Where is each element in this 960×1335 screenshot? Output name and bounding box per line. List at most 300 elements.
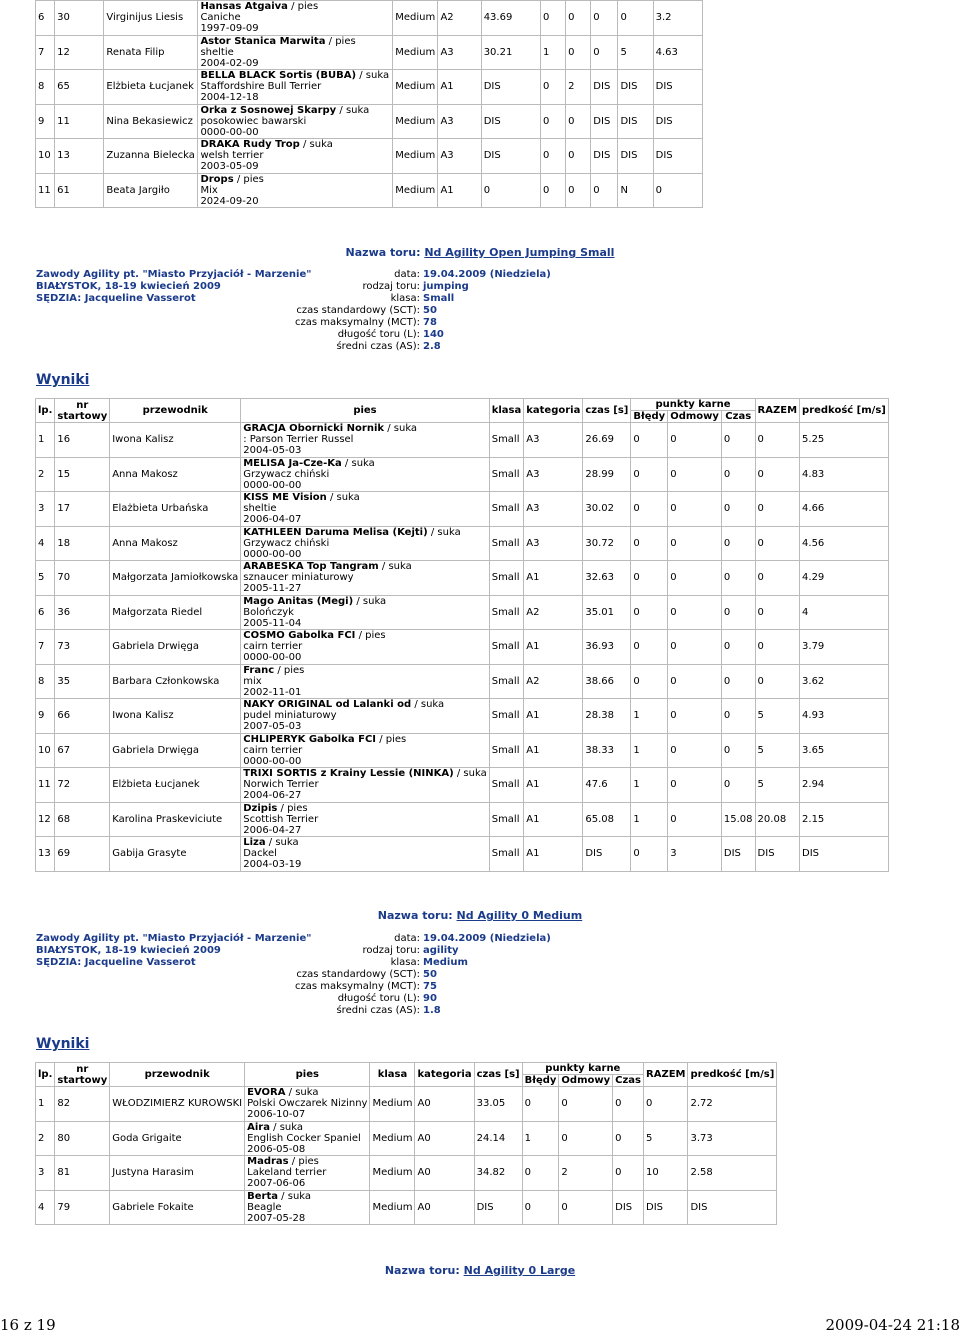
dog-name-line: Franc / pies (243, 664, 305, 676)
cell-handler: Virginijus Liesis (104, 1, 198, 36)
cell-czas_pk: 0 (613, 1121, 644, 1156)
cell-dog (245, 1156, 370, 1191)
cell-lp: 4 (36, 526, 55, 561)
info-row (240, 329, 551, 341)
col-header-klasa: klasa (370, 1063, 415, 1087)
dog-sex: pies (287, 802, 308, 814)
cell-handler: Nina Bekasiewicz (104, 104, 198, 139)
course-title-link[interactable]: Nd Agility 0 Large (463, 1264, 576, 1277)
table-row (36, 561, 889, 596)
cell-nr: 65 (55, 70, 104, 105)
cell-pred: 4.56 (800, 526, 889, 561)
dog-breed: English Cocker Spaniel (247, 1132, 361, 1144)
page-number: 16 z 19 (0, 1316, 56, 1334)
cell-razem: 0 (755, 526, 799, 561)
cell-dog (241, 664, 489, 699)
info-key: długość toru (L): (337, 329, 420, 340)
col-header-predkosc: predkość [m/s] (800, 399, 889, 423)
cell-razem: 0 (755, 457, 799, 492)
dog-name-line: KISS ME Vision / suka (243, 492, 360, 504)
cell-nr: 70 (55, 561, 110, 596)
col-header-kategoria: kategoria (415, 1063, 474, 1087)
dog-name: Astor Stanica Marwita (200, 35, 326, 47)
cell-lp: 1 (36, 1087, 55, 1122)
dog-breed: Mix (200, 184, 218, 196)
cell-handler: Elażbieta Urbańska (110, 492, 241, 527)
dog-name-line: Liza / suka (243, 837, 299, 849)
cell-dog (241, 699, 489, 734)
cell-kat: A0 (415, 1121, 474, 1156)
dog-name: Liza (243, 837, 266, 849)
cell-razem: 0 (755, 561, 799, 596)
dog-name: ARABESKA Top Tangram (243, 561, 379, 573)
results-heading[interactable]: Wyniki (36, 372, 90, 388)
cell-klasa: Small (489, 492, 524, 527)
cell-handler: Beata Jargiło (104, 173, 198, 208)
cell-dog (241, 802, 489, 837)
cell-bledy: 0 (631, 561, 668, 596)
cell-klasa: Small (489, 768, 524, 803)
results-table-small (35, 398, 889, 872)
cell-klasa: Small (489, 526, 524, 561)
cell-nr: 66 (55, 699, 110, 734)
cell-lp: 12 (36, 802, 55, 837)
col-header-razem: RAZEM (755, 399, 799, 423)
info-row (240, 293, 551, 305)
cell-odm: 0 (566, 173, 591, 208)
cell-kat: A0 (415, 1156, 474, 1191)
course-title-prefix: Nazwa toru: (377, 909, 453, 922)
dog-sex: suka (345, 104, 370, 116)
cell-odm: 0 (566, 35, 591, 70)
info-row (240, 933, 551, 945)
dog-name: COSMO Gabolka FCI (243, 630, 356, 642)
cell-razem: 5 (644, 1121, 688, 1156)
cell-czas: 43.69 (481, 1, 540, 36)
info-value: 50 (423, 969, 437, 980)
dog-name-line: CHLIPERYK Gabolka FCI / pies (243, 733, 407, 745)
cell-czas: 65.08 (583, 802, 631, 837)
info-key: czas maksymalny (MCT): (294, 317, 420, 328)
dog-breed: : Parson Terrier Russel (243, 434, 354, 446)
cell-pred: 3.62 (800, 664, 889, 699)
cell-klasa: Small (489, 733, 524, 768)
cell-czas_pk: 0 (721, 561, 755, 596)
col-header-czas_pk: Czas (613, 1075, 644, 1087)
dog-breed: mix (243, 675, 262, 687)
cell-lp: 5 (36, 561, 55, 596)
cell-handler: Karolina Praskeviciute (110, 802, 241, 837)
cell-czas: DIS (583, 837, 631, 872)
cell-klasa: Medium (393, 104, 438, 139)
cell-pred: 4.83 (800, 457, 889, 492)
info-row (240, 317, 551, 329)
cell-lp: 9 (36, 104, 55, 139)
dog-name: GRACJA Obornicki Nornik (243, 423, 385, 435)
col-header-klasa: klasa (489, 399, 524, 423)
cell-pred: 4.66 (800, 492, 889, 527)
info-value: Small (423, 293, 455, 304)
cell-nr: 15 (55, 457, 110, 492)
cell-kat: A0 (415, 1190, 474, 1225)
cell-dog (198, 104, 393, 139)
cell-nr: 13 (55, 139, 104, 174)
cell-lp: 6 (36, 595, 55, 630)
cell-handler: Zuzanna Bielecka (104, 139, 198, 174)
competition-info-line: Zawody Agility pt. "Miasto Przyjaciół - Marzenie" (36, 269, 312, 280)
dog-birthdate: 0000-00-00 (243, 479, 302, 491)
dog-birthdate: 2004-03-19 (243, 859, 302, 871)
dog-name-line: DRAKA Rudy Trop / suka (200, 139, 333, 151)
cell-klasa: Medium (393, 35, 438, 70)
cell-handler: Renata Filip (104, 35, 198, 70)
table-row (36, 733, 889, 768)
info-row (240, 993, 551, 1005)
cell-lp: 11 (36, 173, 55, 208)
cell-czas_pk: 0 (721, 526, 755, 561)
info-value: 75 (423, 981, 437, 992)
cell-bledy: 0 (522, 1087, 559, 1122)
dog-name-line: Drops / pies (200, 173, 264, 185)
cell-nr: 11 (55, 104, 104, 139)
dog-sex: suka (287, 1190, 312, 1202)
cell-dog (241, 561, 489, 596)
cell-bledy: 0 (631, 423, 668, 458)
dog-name: KATHLEEN Daruma Melisa (Kejti) (243, 526, 428, 538)
dog-breed: Bolończyk (243, 606, 294, 618)
cell-czas_pk: 0 (721, 768, 755, 803)
dog-sex: suka (388, 561, 412, 573)
cell-odm: 2 (559, 1156, 613, 1191)
info-value: Medium (423, 957, 468, 968)
cell-kat: A3 (524, 492, 583, 527)
cell-razem: 5 (755, 768, 799, 803)
dog-breed: welsh terrier (200, 150, 264, 162)
info-key: klasa: (390, 957, 420, 968)
cell-lp: 1 (36, 423, 55, 458)
cell-kat: A2 (438, 1, 481, 36)
cell-odm: 0 (668, 492, 722, 527)
cell-odm: 0 (668, 526, 722, 561)
cell-pred: DIS (653, 70, 702, 105)
cell-handler: Małgorzata Riedel (110, 595, 241, 630)
cell-odm: 0 (566, 139, 591, 174)
dog-name: EVORA (247, 1087, 286, 1099)
cell-lp: 13 (36, 837, 55, 872)
cell-handler: Barbara Członkowska (110, 664, 241, 699)
cell-dog (198, 173, 393, 208)
cell-odm: 0 (566, 104, 591, 139)
cell-pred: 3.65 (800, 733, 889, 768)
cell-nr: 30 (55, 1, 104, 36)
dog-birthdate: 2024-09-20 (200, 195, 259, 207)
dog-name: Aira (247, 1121, 270, 1133)
cell-handler: Elżbieta Łucjanek (110, 768, 241, 803)
cell-czas: 30.72 (583, 526, 631, 561)
course-title (0, 1264, 960, 1277)
table-row (36, 526, 889, 561)
cell-czas: 34.82 (474, 1156, 522, 1191)
col-header-kategoria: kategoria (524, 399, 583, 423)
cell-nr: 36 (55, 595, 110, 630)
info-value: 50 (423, 305, 437, 316)
course-title-prefix: Nazwa toru: (345, 246, 421, 259)
cell-klasa: Small (489, 802, 524, 837)
cell-czas_pk: 0 (721, 595, 755, 630)
cell-dog (198, 35, 393, 70)
competition-info-line: BIAŁYSTOK, 18-19 kwiecień 2009 (36, 945, 221, 956)
cell-bledy: 0 (631, 457, 668, 492)
cell-czas_pk: DIS (591, 139, 618, 174)
dog-sex: suka (279, 1121, 304, 1133)
dog-breed: Caniche (200, 12, 241, 24)
cell-razem: DIS (755, 837, 799, 872)
cell-czas_pk: 0 (721, 423, 755, 458)
course-title-link[interactable]: Nd Agility Open Jumping Small (424, 246, 615, 259)
cell-bledy: 0 (541, 1, 566, 36)
cell-dog (241, 526, 489, 561)
cell-bledy: 0 (631, 492, 668, 527)
info-key: rodzaj toru: (362, 281, 420, 292)
cell-czas: 0 (481, 173, 540, 208)
cell-nr: 73 (55, 630, 110, 665)
dog-sex: suka (365, 70, 390, 82)
table-row (36, 173, 703, 208)
competition-info-line: SĘDZIA: Jacqueline Vasserot (36, 293, 196, 304)
cell-lp: 7 (36, 630, 55, 665)
dog-name-line: Berta / suka (247, 1190, 312, 1202)
cell-lp: 10 (36, 139, 55, 174)
table-row (36, 492, 889, 527)
cell-kat: A0 (415, 1087, 474, 1122)
cell-czas_pk: 0 (591, 173, 618, 208)
dog-breed: Grzywacz chiński (243, 537, 330, 549)
cell-pred: 2.58 (688, 1156, 777, 1191)
dog-breed: pudel miniaturowy (243, 710, 337, 722)
cell-bledy: 1 (541, 35, 566, 70)
header-row (36, 399, 889, 411)
dog-birthdate: 0000-00-00 (243, 548, 302, 560)
cell-pred: DIS (800, 837, 889, 872)
cell-czas: 47.6 (583, 768, 631, 803)
table-row (36, 1190, 777, 1225)
cell-odm: 0 (668, 664, 722, 699)
cell-razem: DIS (618, 104, 653, 139)
dog-breed: sheltie (243, 503, 277, 515)
info-row (240, 269, 551, 281)
cell-kat: A1 (524, 768, 583, 803)
table-row (36, 70, 703, 105)
col-header-odmowy: Odmowy (668, 411, 722, 423)
col-header-punkty: punkty karne (631, 399, 755, 411)
cell-lp: 11 (36, 768, 55, 803)
info-value: jumping (423, 281, 469, 292)
dog-name-line: Madras / pies (247, 1156, 319, 1168)
cell-czas: 36.93 (583, 630, 631, 665)
cell-razem: 0 (755, 664, 799, 699)
dog-name-line: Orka z Sosnowej Skarpy / suka (200, 104, 370, 116)
cell-kat: A1 (524, 837, 583, 872)
dog-sex: suka (295, 1087, 319, 1099)
cell-bledy: 1 (631, 699, 668, 734)
cell-nr: 81 (55, 1156, 110, 1191)
info-key: data: (394, 933, 420, 944)
dog-birthdate: 2004-05-03 (243, 445, 302, 457)
cell-handler: Goda Grigaite (110, 1121, 245, 1156)
cell-pred: 2.15 (800, 802, 889, 837)
info-key: rodzaj toru: (362, 945, 420, 956)
info-key: czas standardowy (SCT): (296, 305, 420, 316)
cell-czas: 38.33 (583, 733, 631, 768)
dog-birthdate: 2004-12-18 (200, 92, 259, 104)
dog-sex: suka (393, 423, 418, 435)
info-key: średni czas (AS): (336, 1005, 420, 1016)
cell-klasa: Medium (370, 1156, 415, 1191)
cell-pred: DIS (688, 1190, 777, 1225)
dog-sex: suka (463, 768, 487, 780)
cell-odm: 0 (668, 699, 722, 734)
cell-pred: 0 (653, 173, 702, 208)
cell-razem: DIS (644, 1190, 688, 1225)
info-value: 19.04.2009 (Niedziela) (423, 269, 551, 280)
cell-bledy: 0 (631, 837, 668, 872)
dog-name: Drops (200, 173, 234, 185)
course-title-link[interactable]: Nd Agility 0 Medium (456, 909, 583, 922)
dog-name-line: Astor Stanica Marwita / pies (200, 35, 356, 47)
cell-dog (241, 768, 489, 803)
cell-klasa: Medium (393, 173, 438, 208)
cell-bledy: 0 (541, 139, 566, 174)
dog-name: Franc (243, 664, 275, 676)
cell-czas_pk: 0 (591, 1, 618, 36)
info-key: data: (394, 269, 420, 280)
cell-kat: A1 (438, 173, 481, 208)
dog-name: CHLIPERYK Gabolka FCI (243, 733, 377, 745)
col-header-pies: pies (245, 1063, 370, 1087)
col-header-przewodnik: przewodnik (110, 399, 241, 423)
cell-dog (241, 423, 489, 458)
dog-birthdate: 2006-04-27 (243, 824, 302, 836)
dog-birthdate: 1997-09-09 (200, 23, 259, 35)
cell-handler: Gabriele Fokaite (110, 1190, 245, 1225)
cell-nr: 68 (55, 802, 110, 837)
cell-czas_pk: 0 (591, 35, 618, 70)
info-value: 90 (423, 993, 437, 1004)
dog-breed: posokowiec bawarski (200, 115, 307, 127)
dog-name: DRAKA Rudy Trop (200, 139, 300, 151)
dog-name-line: TRIXI SORTIS z Krainy Lessie (NINKA) / suka (243, 768, 487, 780)
table-row (36, 423, 889, 458)
cell-dog (241, 837, 489, 872)
col-header-przewodnik: przewodnik (110, 1063, 245, 1087)
cell-lp: 8 (36, 70, 55, 105)
cell-lp: 2 (36, 1121, 55, 1156)
cell-bledy: 1 (631, 768, 668, 803)
table-row (36, 699, 889, 734)
cell-czas: DIS (481, 139, 540, 174)
cell-nr: 12 (55, 35, 104, 70)
dog-birthdate: 0000-00-00 (200, 126, 259, 138)
col-header-nr: nr startowy (55, 1063, 110, 1087)
cell-bledy: 0 (522, 1190, 559, 1225)
cell-handler: Gabija Grasyte (110, 837, 241, 872)
dog-name: Hansas Atgaiva (200, 1, 288, 13)
results-heading[interactable]: Wyniki (36, 1036, 90, 1052)
cell-handler: Anna Makosz (110, 526, 241, 561)
dog-breed: Staffordshire Bull Terrier (200, 81, 322, 93)
cell-pred: 5.25 (800, 423, 889, 458)
cell-lp: 4 (36, 1190, 55, 1225)
course-title-prefix: Nazwa toru: (384, 1264, 460, 1277)
cell-odm: 3 (668, 837, 722, 872)
cell-czas_pk: DIS (591, 104, 618, 139)
dog-breed: Scottish Terrier (243, 813, 319, 825)
cell-nr: 18 (55, 526, 110, 561)
cell-handler: Justyna Harasim (110, 1156, 245, 1191)
course-info (240, 933, 551, 1017)
info-value: 19.04.2009 (Niedziela) (423, 933, 551, 944)
results-table-medium-a0 (35, 1062, 777, 1225)
course-title (0, 909, 960, 922)
dog-name: Orka z Sosnowej Skarpy (200, 104, 337, 116)
cell-lp: 9 (36, 699, 55, 734)
cell-lp: 6 (36, 1, 55, 36)
col-header-odmowy: Odmowy (559, 1075, 613, 1087)
cell-handler: WŁODZIMIERZ KUROWSKI (110, 1087, 245, 1122)
cell-dog (241, 630, 489, 665)
dog-name-line: NAKY ORIGINAL od Lalanki od / suka (243, 699, 445, 711)
dog-birthdate: 0000-00-00 (243, 755, 302, 767)
cell-odm: 0 (668, 802, 722, 837)
cell-pred: DIS (653, 104, 702, 139)
cell-nr: 35 (55, 664, 110, 699)
dog-birthdate: 2007-05-28 (247, 1212, 306, 1224)
cell-klasa: Small (489, 630, 524, 665)
dog-sex: suka (420, 699, 445, 711)
cell-nr: 16 (55, 423, 110, 458)
cell-odm: 0 (559, 1190, 613, 1225)
cell-klasa: Small (489, 595, 524, 630)
dog-birthdate: 2007-06-06 (247, 1178, 306, 1190)
dog-sex: pies (298, 1156, 319, 1168)
cell-pred: 4.29 (800, 561, 889, 596)
dog-breed: Grzywacz chiński (243, 468, 330, 480)
cell-nr: 69 (55, 837, 110, 872)
cell-czas_pk: DIS (721, 837, 755, 872)
results-table-medium-cont (35, 0, 703, 208)
info-key: czas standardowy (SCT): (296, 969, 420, 980)
cell-odm: 0 (668, 595, 722, 630)
cell-kat: A3 (524, 457, 583, 492)
cell-bledy: 0 (631, 595, 668, 630)
dog-name-line: BELLA BLACK Sortis (BUBA) / suka (200, 70, 390, 82)
cell-klasa: Small (489, 699, 524, 734)
cell-czas_pk: 0 (721, 630, 755, 665)
dog-breed: Dackel (243, 848, 277, 860)
dog-sex: suka (362, 595, 387, 607)
dog-name: Madras (247, 1156, 289, 1168)
dog-sex: suka (437, 526, 461, 538)
cell-czas_pk: DIS (613, 1190, 644, 1225)
cell-odm: 0 (559, 1121, 613, 1156)
dog-birthdate: 2004-02-09 (200, 57, 259, 69)
col-header-razem: RAZEM (644, 1063, 688, 1087)
dog-name: Dzipis (243, 802, 278, 814)
cell-pred: 3.2 (653, 1, 702, 36)
info-row (240, 1005, 551, 1017)
cell-razem: 0 (618, 1, 653, 36)
cell-kat: A3 (524, 526, 583, 561)
